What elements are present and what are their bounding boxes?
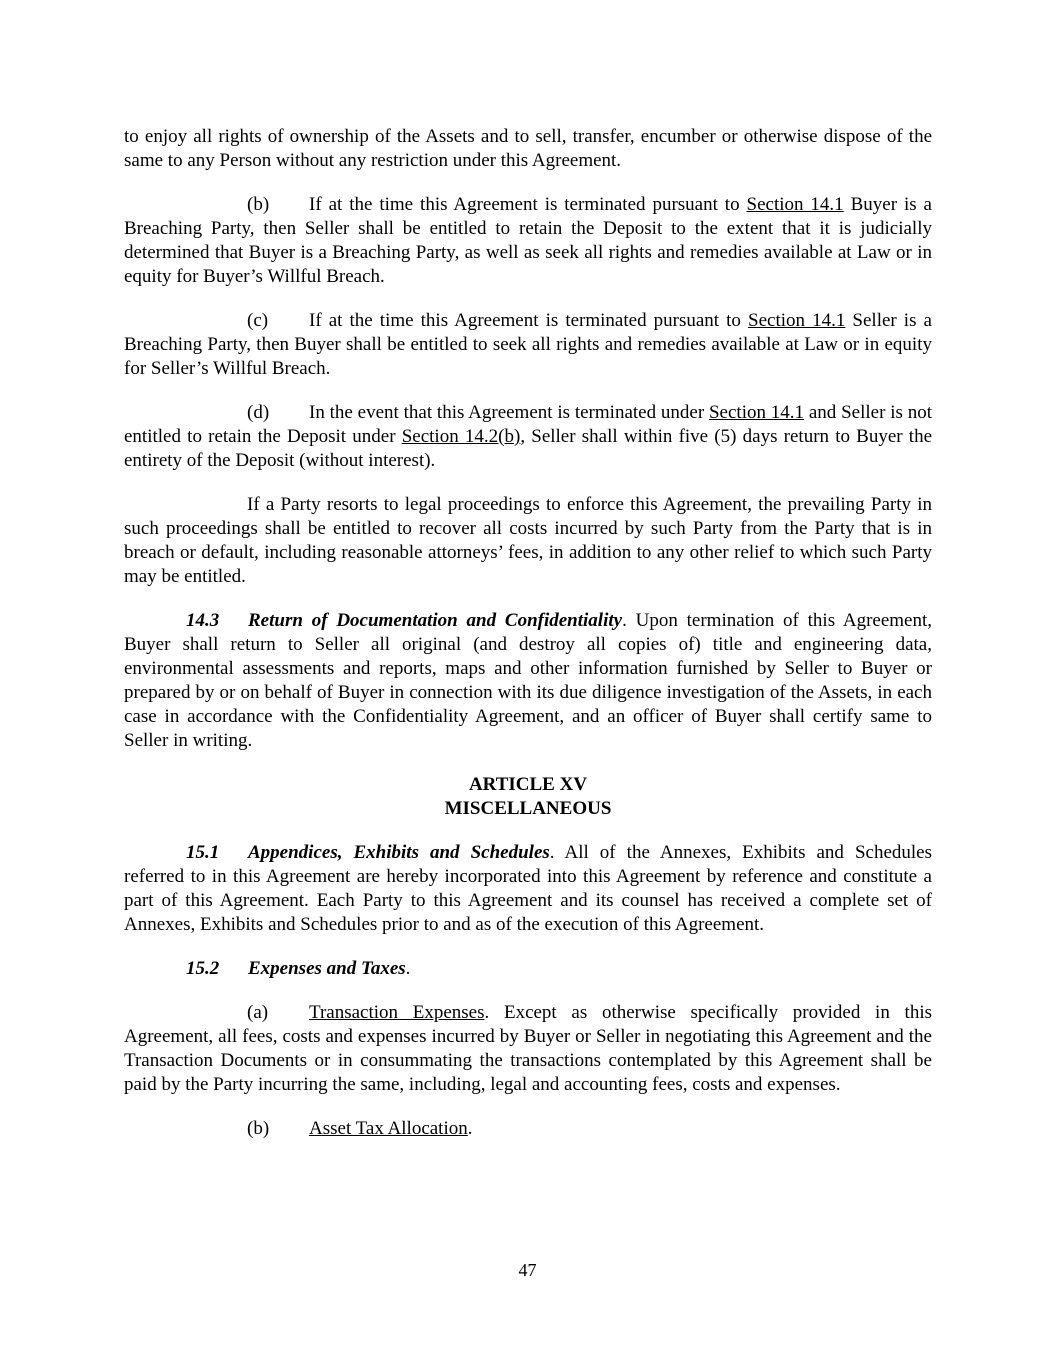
section-reference: Section 14.1: [708, 402, 805, 423]
paragraph-text: Seller is a Breaching Party, then Buyer shall be entitled to seek all rights and remedies available at Law or in equity for Seller’s Willful Breach.: [124, 310, 932, 379]
section-body: . All of the Annexes, Exhibits and Schedules referred to in this Agreement are hereby incorporated into this Agreement by reference and constitute a part of this Agreement. Each Party to this Agreement and its counsel has received a complete set of Annexes, Exhibits and Schedules prior to and as of the execution of this Agreement.: [124, 842, 932, 935]
paragraph-legal-proceedings: If a Party resorts to legal proceedings to enforce this Agreement, the prevailing Party in such proceedings shall be entitled to recover all costs incurred by such Party from the Party that is in breach or default, including reasonable attorneys’ fees, in addition to any other relief to which such Party may be entitled.: [124, 494, 932, 587]
section-15-1: [124, 841, 932, 937]
article-number: ARTICLE XV: [468, 774, 588, 795]
section-15-2: [124, 957, 932, 981]
subsection-title: Asset Tax Allocation: [309, 1118, 468, 1139]
paragraph-text: If at the time this Agreement is terminated pursuant to: [309, 310, 749, 331]
paragraph-continuation: to enjoy all rights of ownership of the Assets and to sell, transfer, encumber or otherwise dispose of the same to any Person without any restriction under this Agreement.: [124, 126, 932, 171]
paragraph-label: (b): [247, 1118, 270, 1139]
paragraph-label: (b): [247, 194, 270, 215]
section-body: . Upon termination of this Agreement, Buyer shall return to Seller all original (and destroy all copies of) title and engineering data, environmental assessments and reports, maps and other information furnished by Seller to Buyer or prepared by or on behalf of Buyer in connection with its due diligence investigation of the Assets, in each case in accordance with the Confidentiality Agreement, and an officer of Buyer shall certify same to Seller in writing.: [124, 610, 932, 751]
document-page: [124, 125, 932, 1161]
section-reference: Section 14.1: [746, 194, 844, 215]
paragraph-label: (c): [247, 310, 269, 331]
section-body: .: [405, 958, 411, 979]
subsection-title: Transaction Expenses: [309, 1002, 485, 1023]
paragraph-asset-tax-allocation: [124, 1117, 932, 1141]
paragraph-label: (a): [247, 1002, 269, 1023]
section-number: 14.3: [186, 610, 220, 631]
section-14-3: [124, 609, 932, 753]
paragraph-text: , Seller shall within five (5) days return to Buyer the entirety of the Deposit (without interest).: [124, 426, 932, 471]
section-title: Expenses and Taxes: [248, 958, 406, 979]
page-number: 47: [518, 1260, 537, 1280]
paragraph-text: Buyer is a Breaching Party, then Seller shall be entitled to retain the Deposit to the extent that it is judicially determined that Buyer is a Breaching Party, as well as seek all rights and remedies available at Law or in equity for Buyer’s Willful Breach.: [124, 194, 932, 287]
paragraph-b: [124, 193, 932, 289]
paragraph-text: In the event that this Agreement is terminated under: [309, 402, 709, 423]
paragraph-label: (d): [247, 402, 270, 423]
paragraph-transaction-expenses: [124, 1001, 932, 1097]
section-title: Appendices, Exhibits and Schedules: [248, 842, 550, 863]
paragraph-text: and Seller is not entitled to retain the Deposit under: [124, 402, 932, 447]
section-reference: Section 14.2(b): [401, 426, 521, 447]
article-heading: [124, 773, 932, 821]
article-title: MISCELLANEOUS: [444, 798, 612, 819]
section-reference: Section 14.1: [748, 310, 846, 331]
paragraph-text: .: [467, 1118, 473, 1139]
paragraph-d: [124, 401, 932, 473]
paragraph-text: . Except as otherwise specifically provided in this Agreement, all fees, costs and expenses incurred by Buyer or Seller in negotiating this Agreement and the Transaction Documents or in consummating the transactions contemplated by this Agreement shall be paid by the Party incurring the same, including, legal and accounting fees, costs and expenses.: [124, 1002, 932, 1095]
paragraph-c: [124, 309, 932, 381]
section-number: 15.2: [186, 958, 220, 979]
section-title: Return of Documentation and Confidentiality: [248, 610, 623, 631]
section-number: 15.1: [186, 842, 220, 863]
paragraph-text: If at the time this Agreement is terminated pursuant to: [309, 194, 747, 215]
